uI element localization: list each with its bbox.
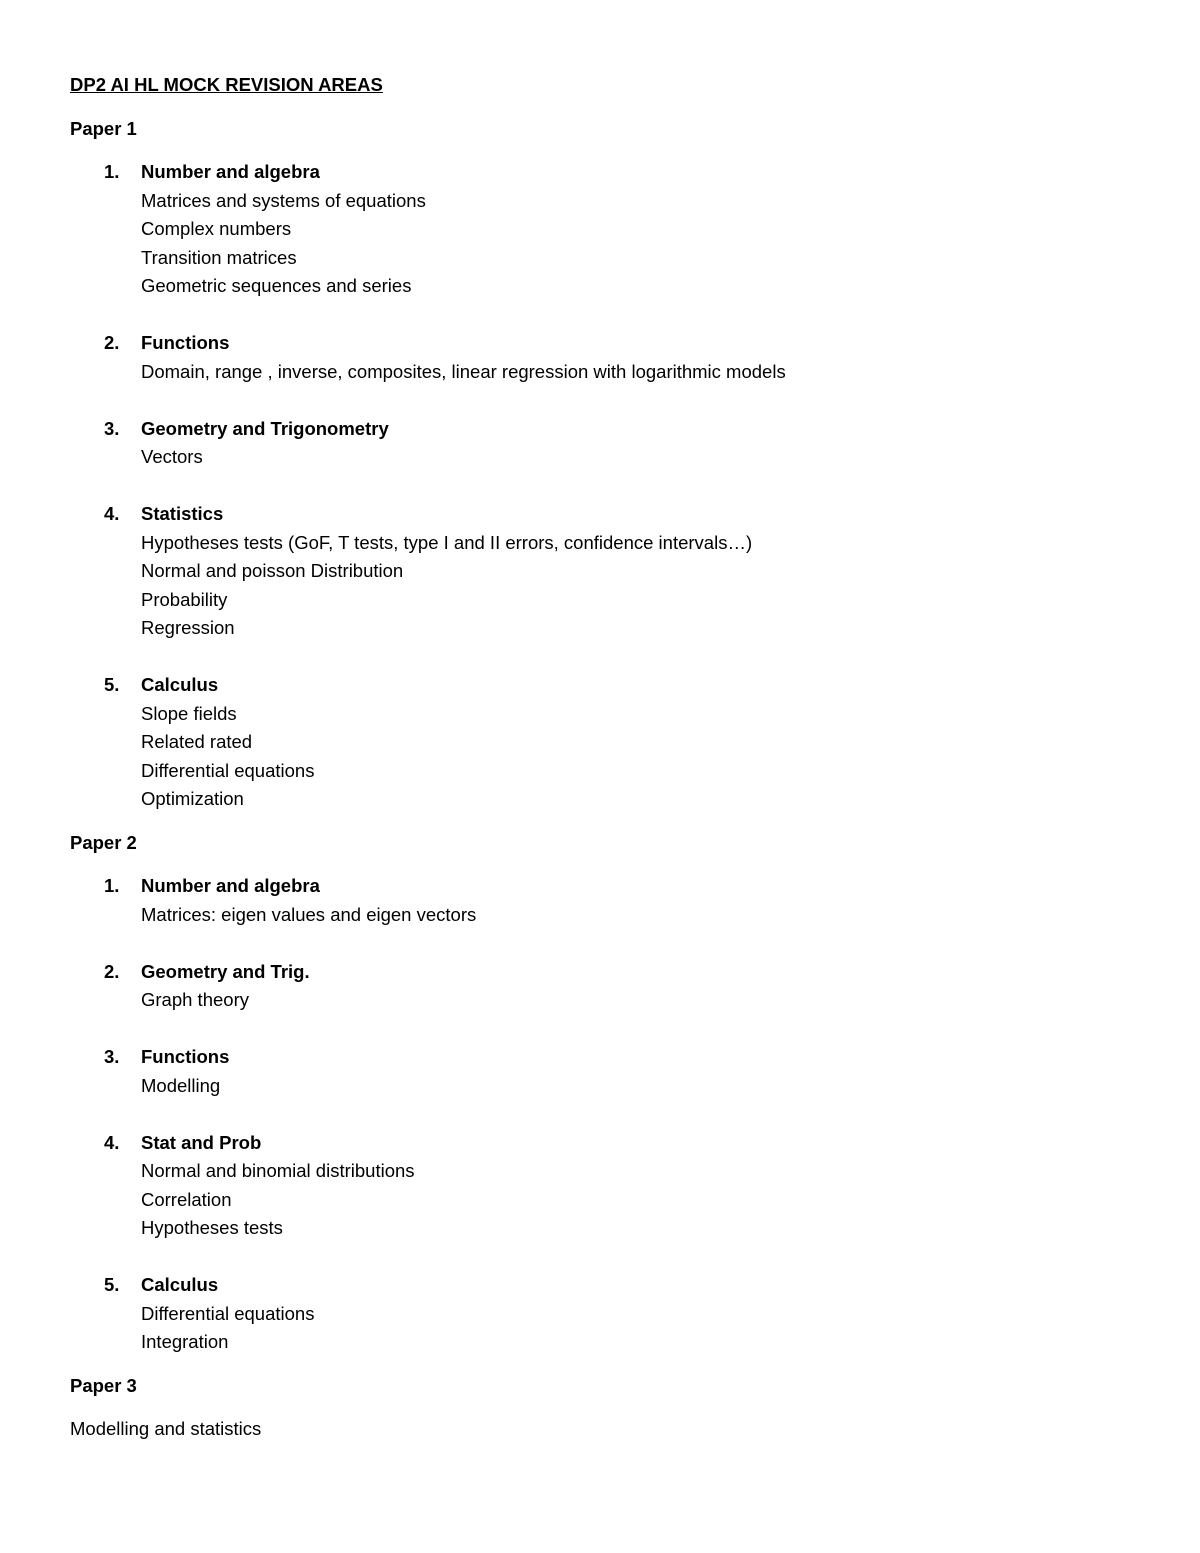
topic: Integration xyxy=(141,1331,229,1352)
paper-1-heading: Paper 1 xyxy=(70,117,137,139)
topic: Normal and binomial distributions xyxy=(141,1160,415,1181)
topic: Correlation xyxy=(141,1188,232,1210)
item-title: Number and algebra xyxy=(141,161,320,182)
paper-2-item-calculus xyxy=(70,1271,1130,1357)
item-number: 2. xyxy=(104,960,120,982)
item-title: Calculus xyxy=(141,674,219,695)
topic: Graph theory xyxy=(141,989,249,1010)
topic: Probability xyxy=(141,588,228,610)
item-number: 5. xyxy=(104,674,120,695)
paper-2-item-geometry-and-trig xyxy=(70,958,1130,1015)
topic: Differential equations xyxy=(141,759,315,781)
topic: Optimization xyxy=(141,788,244,809)
item-number: 4. xyxy=(104,1131,120,1153)
paper-1-item-number-and-algebra xyxy=(70,158,1130,301)
paper-1-item-statistics xyxy=(70,500,1130,643)
item-title: Stat and Prob xyxy=(141,1131,262,1153)
item-title: Geometry and Trig. xyxy=(141,960,310,982)
topic: Modelling xyxy=(141,1074,221,1096)
item-number: 3. xyxy=(104,1046,120,1067)
item-title: Functions xyxy=(141,1046,230,1067)
topic: Domain, range , inverse, composites, linear regression with logarithmic models xyxy=(141,360,786,382)
topic: Differential equations xyxy=(141,1302,315,1324)
item-title: Number and algebra xyxy=(141,875,320,896)
paper-1-item-functions xyxy=(70,329,1130,386)
paper-1-item-calculus xyxy=(70,671,1130,814)
item-title: Functions xyxy=(141,332,230,353)
paper-2-item-stat-and-prob xyxy=(70,1129,1130,1243)
item-number: 5. xyxy=(104,1274,120,1295)
item-number: 1. xyxy=(104,161,120,182)
topic: Hypotheses tests xyxy=(141,1217,283,1238)
paper-2-item-number-and-algebra xyxy=(70,872,1130,929)
topic: Transition matrices xyxy=(141,246,297,268)
document-title: DP2 AI HL MOCK REVISION AREAS xyxy=(70,74,383,95)
topic: Hypotheses tests (GoF, T tests, type I and II errors, confidence intervals…) xyxy=(141,531,753,553)
topic: Matrices: eigen values and eigen vectors xyxy=(141,903,477,925)
topic: Normal and poisson Distribution xyxy=(141,560,404,581)
topic: Related rated xyxy=(141,731,253,752)
item-number: 2. xyxy=(104,332,120,353)
item-title: Statistics xyxy=(141,503,224,524)
item-number: 1. xyxy=(104,875,120,896)
document-page xyxy=(70,71,1130,1444)
topic: Regression xyxy=(141,617,235,638)
topic: Slope fields xyxy=(141,702,237,724)
paper-1-item-geometry-and-trigonometry xyxy=(70,415,1130,472)
topic: Complex numbers xyxy=(141,218,292,239)
paper-3-heading: Paper 3 xyxy=(70,1374,137,1396)
paper-3-text: Modelling and statistics xyxy=(70,1418,262,1439)
topic: Matrices and systems of equations xyxy=(141,189,426,211)
item-title: Geometry and Trigonometry xyxy=(141,417,389,439)
item-number: 4. xyxy=(104,503,120,524)
item-number: 3. xyxy=(104,417,120,439)
paper-2-heading: Paper 2 xyxy=(70,831,137,853)
topic: Vectors xyxy=(141,446,203,467)
item-title: Calculus xyxy=(141,1274,219,1295)
topic: Geometric sequences and series xyxy=(141,275,412,296)
paper-2-item-functions xyxy=(70,1043,1130,1100)
